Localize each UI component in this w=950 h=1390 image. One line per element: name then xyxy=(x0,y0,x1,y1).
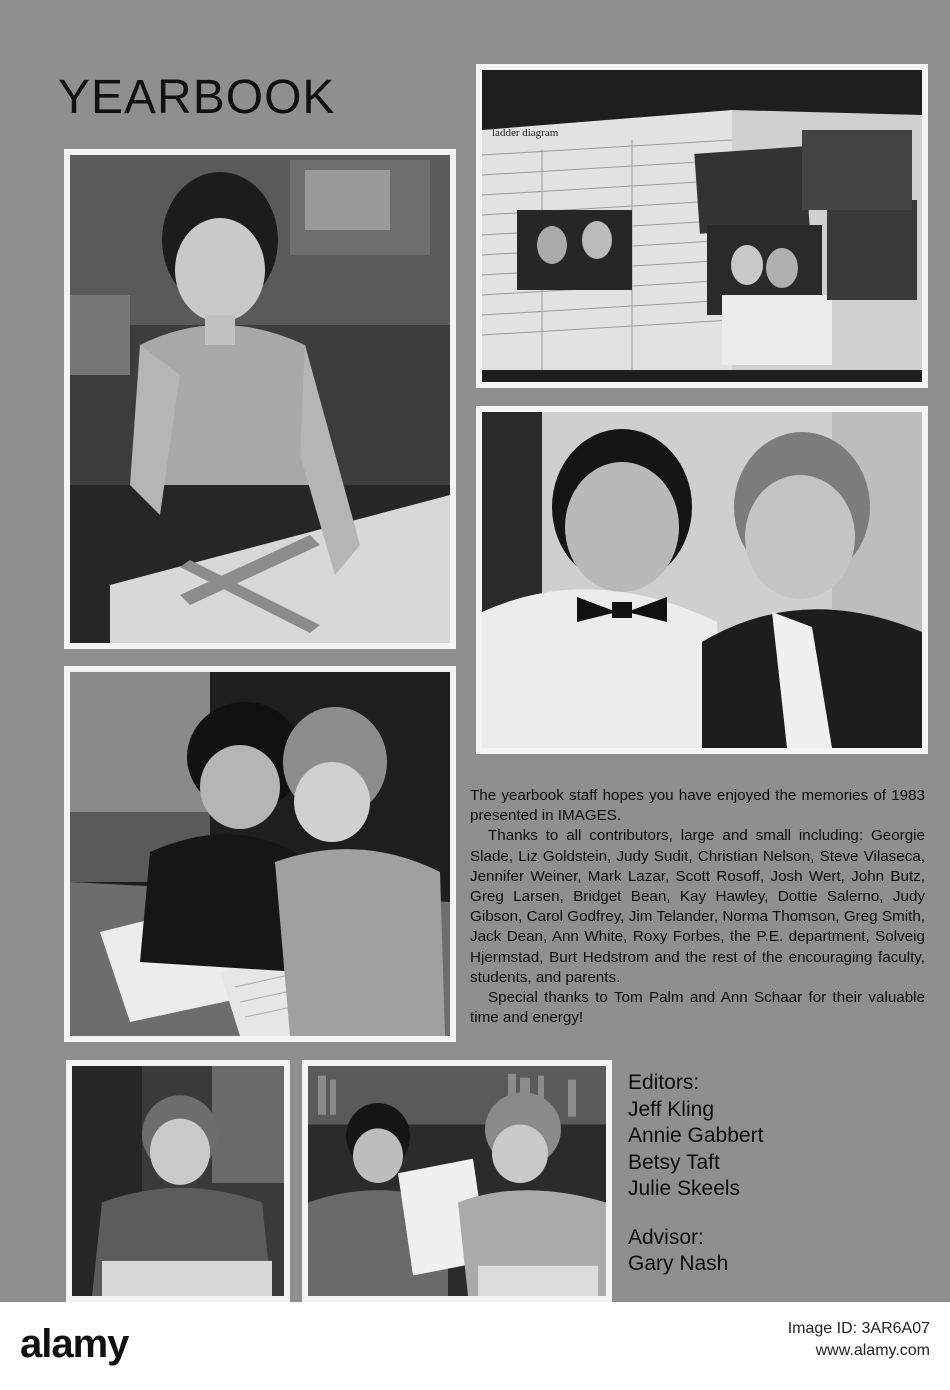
ladder-diagram-heading: ladder diagram xyxy=(492,127,559,139)
stock-image-info xyxy=(788,1318,930,1362)
editor-name: Jeff Kling xyxy=(628,1097,714,1121)
advisor-heading: Advisor: xyxy=(628,1225,704,1249)
alamy-wordmark: alamy xyxy=(20,1322,129,1366)
photo-student-ladder-layout xyxy=(64,149,456,649)
site-url: www.alamy.com xyxy=(815,1342,930,1359)
photo-student-desk xyxy=(66,1060,290,1302)
photo-student-desk-image xyxy=(72,1066,284,1296)
page-title: YEARBOOK xyxy=(58,71,336,124)
editor-name: Julie Skeels xyxy=(628,1177,741,1200)
photo-two-students-portrait-image xyxy=(482,412,922,748)
photo-ladder-diagram xyxy=(476,64,928,388)
photo-ladder-diagram-image xyxy=(482,70,922,382)
photo-students-reviewing-papers-image xyxy=(308,1066,606,1296)
photo-student-ladder-layout-image xyxy=(70,155,450,643)
photo-students-reviewing-papers xyxy=(302,1060,612,1302)
editor-name: Betsy Taft xyxy=(628,1150,720,1174)
advisor-name: Gary Nash xyxy=(628,1252,729,1275)
editors-heading: Editors: xyxy=(628,1071,700,1094)
article-paragraph-special-thanks: Special thanks to Tom Palm and Ann Schaar for their valuable time and energy! xyxy=(470,989,925,1027)
photo-two-students-working-image xyxy=(70,672,450,1036)
stock-footer xyxy=(0,1302,950,1390)
photo-two-students-portrait xyxy=(476,406,928,754)
staff-credits xyxy=(628,1070,763,1278)
editor-name: Annie Gabbert xyxy=(628,1124,764,1147)
photo-two-students-working xyxy=(64,666,456,1042)
advisor-group xyxy=(628,1225,763,1278)
article-paragraph-contributors: Thanks to all contributors, large and small including: Georgie Slade, Liz Goldstein, Judy Sudit, Christian Nelson, Steve Vilaseca, Jennifer Weiner, Mark Lazar, Scott Rosoff, Josh Wert, John Butz, Greg Larsen, Bridget Bean, Kay Hawley, Dottie Salerno, Judy Gibson, Carol Godfrey, Jim Telander, Norma Thomson, Greg Smith, Jack Dean, Ann White, Roxy Forbes, the P.E. department, Solveig Hjermstad, Burt Hedstrom and the rest of the encouraging faculty, students, and parents. xyxy=(470,827,925,986)
article-paragraph-intro: The yearbook staff hopes you have enjoyed the memories of 1983 presented in IMAGES. xyxy=(470,787,925,825)
thanks-article xyxy=(470,786,925,1028)
editors-group xyxy=(628,1070,763,1203)
image-id: Image ID: 3AR6A07 xyxy=(787,1320,930,1337)
